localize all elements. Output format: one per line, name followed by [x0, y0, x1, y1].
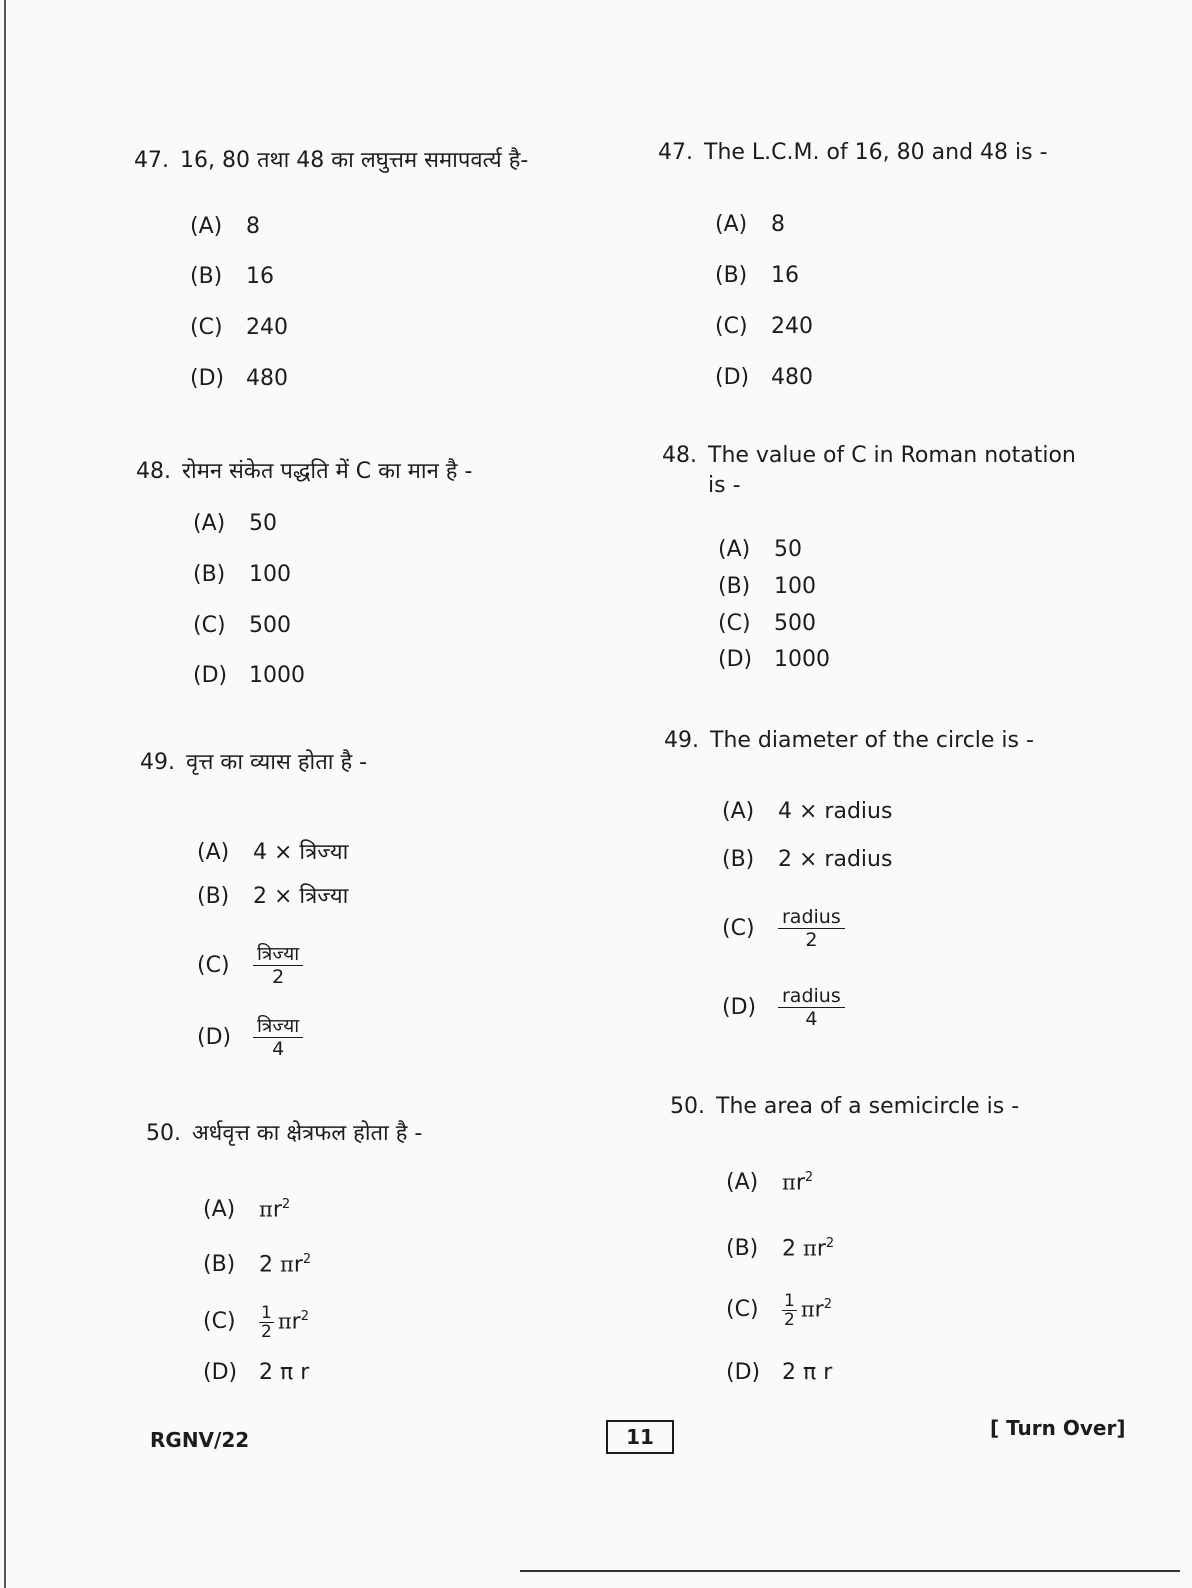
english-q48-option-b — [718, 572, 816, 602]
page-number: 11 — [606, 1420, 674, 1454]
option-label: (D) — [193, 663, 228, 688]
english-q48-option-d — [718, 645, 830, 675]
question-number: 50. — [670, 1094, 705, 1119]
hindi-q49-option-c — [197, 943, 303, 988]
option-label: (D) — [197, 1024, 232, 1050]
english-q47-option-d — [715, 363, 813, 393]
english-q49-option-b — [722, 845, 892, 875]
option-value: 2 × radius — [778, 847, 893, 872]
english-q50-option-a — [726, 1163, 813, 1198]
question-number: 49. — [140, 750, 175, 775]
hindi-q48-option-d — [193, 661, 305, 691]
hindi-q49-option-b — [197, 882, 348, 912]
option-label: (B) — [197, 884, 230, 909]
option-value: 240 — [246, 315, 288, 340]
question-number: 48. — [136, 459, 171, 484]
option-value: 480 — [771, 365, 813, 390]
option-label: (C) — [193, 613, 226, 638]
booklet-code: RGNV/22 — [150, 1428, 250, 1452]
english-q48-question — [662, 441, 1076, 501]
question-text-line1: The value of C in Roman notation — [708, 443, 1076, 468]
fraction — [778, 985, 845, 1030]
option-label: (B) — [718, 574, 751, 599]
option-label: (D) — [190, 366, 225, 391]
fraction — [253, 943, 303, 988]
hindi-q49-question — [140, 748, 367, 778]
fraction-numerator: 1 — [261, 1302, 272, 1323]
option-value: 2 π r — [259, 1360, 310, 1385]
option-value: 50 — [249, 511, 277, 536]
english-q47-option-b — [715, 261, 799, 291]
fraction-denominator: 4 — [272, 1038, 285, 1060]
option-value: 16 — [246, 264, 274, 289]
question-text: 16, 80 तथा 48 का लघुत्तम समापवर्त्य है- — [180, 148, 529, 173]
question-text: रोमन संकेत पद्धति में C का मान है - — [182, 459, 473, 484]
pi-symbol: π — [259, 1197, 273, 1222]
question-number: 50. — [146, 1121, 181, 1146]
option-label: (B) — [715, 263, 748, 288]
hindi-q48-option-a — [193, 509, 277, 539]
question-text: वृत्त का व्यास होता है - — [186, 750, 368, 775]
english-q50-option-d — [726, 1358, 832, 1388]
fraction — [778, 906, 845, 951]
question-text: The diameter of the circle is - — [710, 728, 1034, 753]
exponent: 2 — [825, 1236, 835, 1251]
exponent: 2 — [300, 1309, 309, 1324]
option-label: (B) — [726, 1236, 759, 1262]
option-value: 4 × त्रिज्या — [253, 840, 349, 865]
question-number: 48. — [662, 443, 697, 468]
option-value: 240 — [771, 314, 813, 339]
option-label: (B) — [203, 1252, 236, 1278]
bottom-rule — [520, 1570, 1180, 1572]
english-q50-option-b — [726, 1229, 834, 1264]
turn-over-label: [ Turn Over] — [990, 1416, 1126, 1440]
fraction-denominator: 2 — [784, 1309, 795, 1330]
english-q48-option-c — [718, 609, 816, 639]
option-label: (B) — [193, 562, 226, 587]
option-label: (C) — [190, 315, 223, 340]
fraction-denominator: 4 — [805, 1008, 818, 1030]
fraction-denominator: 2 — [805, 929, 818, 951]
hindi-q50-option-a — [203, 1190, 290, 1225]
exponent: 2 — [281, 1197, 291, 1212]
pi-symbol: π — [782, 1170, 796, 1195]
english-q47-option-c — [715, 312, 813, 342]
variable: r — [814, 1297, 824, 1323]
pi-symbol: π — [800, 1297, 815, 1322]
english-q50-option-c — [726, 1290, 832, 1329]
question-text: अर्धवृत्त का क्षेत्रफल होता है - — [192, 1121, 423, 1146]
fraction-numerator: radius — [778, 985, 845, 1008]
fraction — [253, 1015, 303, 1060]
option-label: (A) — [718, 537, 751, 562]
hindi-q48-option-b — [193, 560, 291, 590]
exponent: 2 — [804, 1170, 814, 1185]
option-label: (A) — [190, 214, 223, 239]
option-label: (D) — [726, 1360, 761, 1385]
pi-symbol: π — [803, 1236, 817, 1261]
english-q50-question — [670, 1092, 1019, 1122]
option-value: 4 × radius — [778, 799, 893, 824]
exponent: 2 — [302, 1252, 312, 1267]
hindi-q50-option-d — [203, 1358, 309, 1388]
option-value: 2 × त्रिज्या — [253, 884, 349, 909]
option-label: (C) — [722, 915, 755, 941]
fraction-numerator: radius — [778, 906, 845, 929]
option-value: 50 — [774, 537, 802, 562]
option-label: (D) — [722, 994, 757, 1020]
question-number: 47. — [658, 140, 693, 165]
question-text-line2: is - — [708, 473, 741, 498]
option-label: (A) — [715, 212, 748, 237]
option-label: (C) — [203, 1309, 236, 1335]
option-value: 8 — [246, 214, 260, 239]
option-value: 8 — [771, 212, 785, 237]
hindi-q47-question — [134, 146, 528, 176]
english-q47-option-a — [715, 210, 785, 240]
pi-symbol: π — [280, 1252, 294, 1277]
fraction — [259, 1304, 274, 1341]
option-label: (A) — [197, 840, 230, 865]
fraction-numerator: 1 — [784, 1290, 795, 1311]
hindi-q47-option-c — [190, 313, 288, 343]
hindi-q50-option-c — [203, 1302, 309, 1341]
question-number: 47. — [134, 148, 169, 173]
english-q49-option-a — [722, 797, 892, 827]
option-value: 1000 — [774, 647, 830, 672]
option-label: (C) — [718, 611, 751, 636]
exponent: 2 — [823, 1297, 832, 1312]
fraction — [782, 1292, 797, 1329]
option-label: (D) — [718, 647, 753, 672]
option-value: 100 — [249, 562, 291, 587]
left-edge-line — [4, 0, 6, 1588]
english-q49-question — [664, 726, 1034, 756]
option-label: (A) — [203, 1197, 236, 1223]
option-label: (A) — [193, 511, 226, 536]
option-value: 16 — [771, 263, 799, 288]
coefficient: 2 — [782, 1236, 796, 1262]
option-label: (A) — [722, 799, 755, 824]
option-label: (B) — [190, 264, 223, 289]
option-label: (C) — [726, 1297, 759, 1323]
option-label: (C) — [715, 314, 748, 339]
fraction-denominator: 2 — [261, 1321, 272, 1342]
hindi-q49-option-d — [197, 1015, 303, 1060]
option-value: 500 — [249, 613, 291, 638]
english-q48-option-a — [718, 535, 802, 565]
english-q47-question — [658, 138, 1048, 168]
variable: r — [291, 1309, 301, 1335]
option-value: 480 — [246, 366, 288, 391]
hindi-q49-option-a — [197, 838, 348, 868]
option-label: (B) — [722, 847, 755, 872]
hindi-q50-question — [146, 1119, 422, 1149]
coefficient: 2 — [259, 1252, 273, 1278]
option-value: 1000 — [249, 663, 305, 688]
variable: r — [272, 1197, 282, 1223]
hindi-q47-option-b — [190, 262, 274, 292]
option-label: (C) — [197, 952, 230, 978]
question-text: The L.C.M. of 16, 80 and 48 is - — [704, 140, 1048, 165]
hindi-q48-question — [136, 457, 472, 487]
option-value: 100 — [774, 574, 816, 599]
fraction-denominator: 2 — [272, 966, 285, 988]
option-label: (A) — [726, 1170, 759, 1196]
option-label: (D) — [203, 1360, 238, 1385]
question-number: 49. — [664, 728, 699, 753]
variable: r — [293, 1252, 303, 1278]
english-q49-option-c — [722, 906, 845, 951]
pi-symbol: π — [277, 1309, 292, 1334]
variable: r — [795, 1170, 805, 1196]
hindi-q48-option-c — [193, 611, 291, 641]
hindi-q47-option-d — [190, 364, 288, 394]
option-value: 2 π r — [782, 1360, 833, 1385]
variable: r — [816, 1236, 826, 1262]
option-label: (D) — [715, 365, 750, 390]
question-text: The area of a semicircle is - — [716, 1094, 1020, 1119]
option-value: 500 — [774, 611, 816, 636]
fraction-numerator: त्रिज्या — [253, 1015, 303, 1038]
fraction-numerator: त्रिज्या — [253, 943, 303, 966]
hindi-q47-option-a — [190, 212, 260, 242]
english-q49-option-d — [722, 985, 845, 1030]
hindi-q50-option-b — [203, 1245, 311, 1280]
